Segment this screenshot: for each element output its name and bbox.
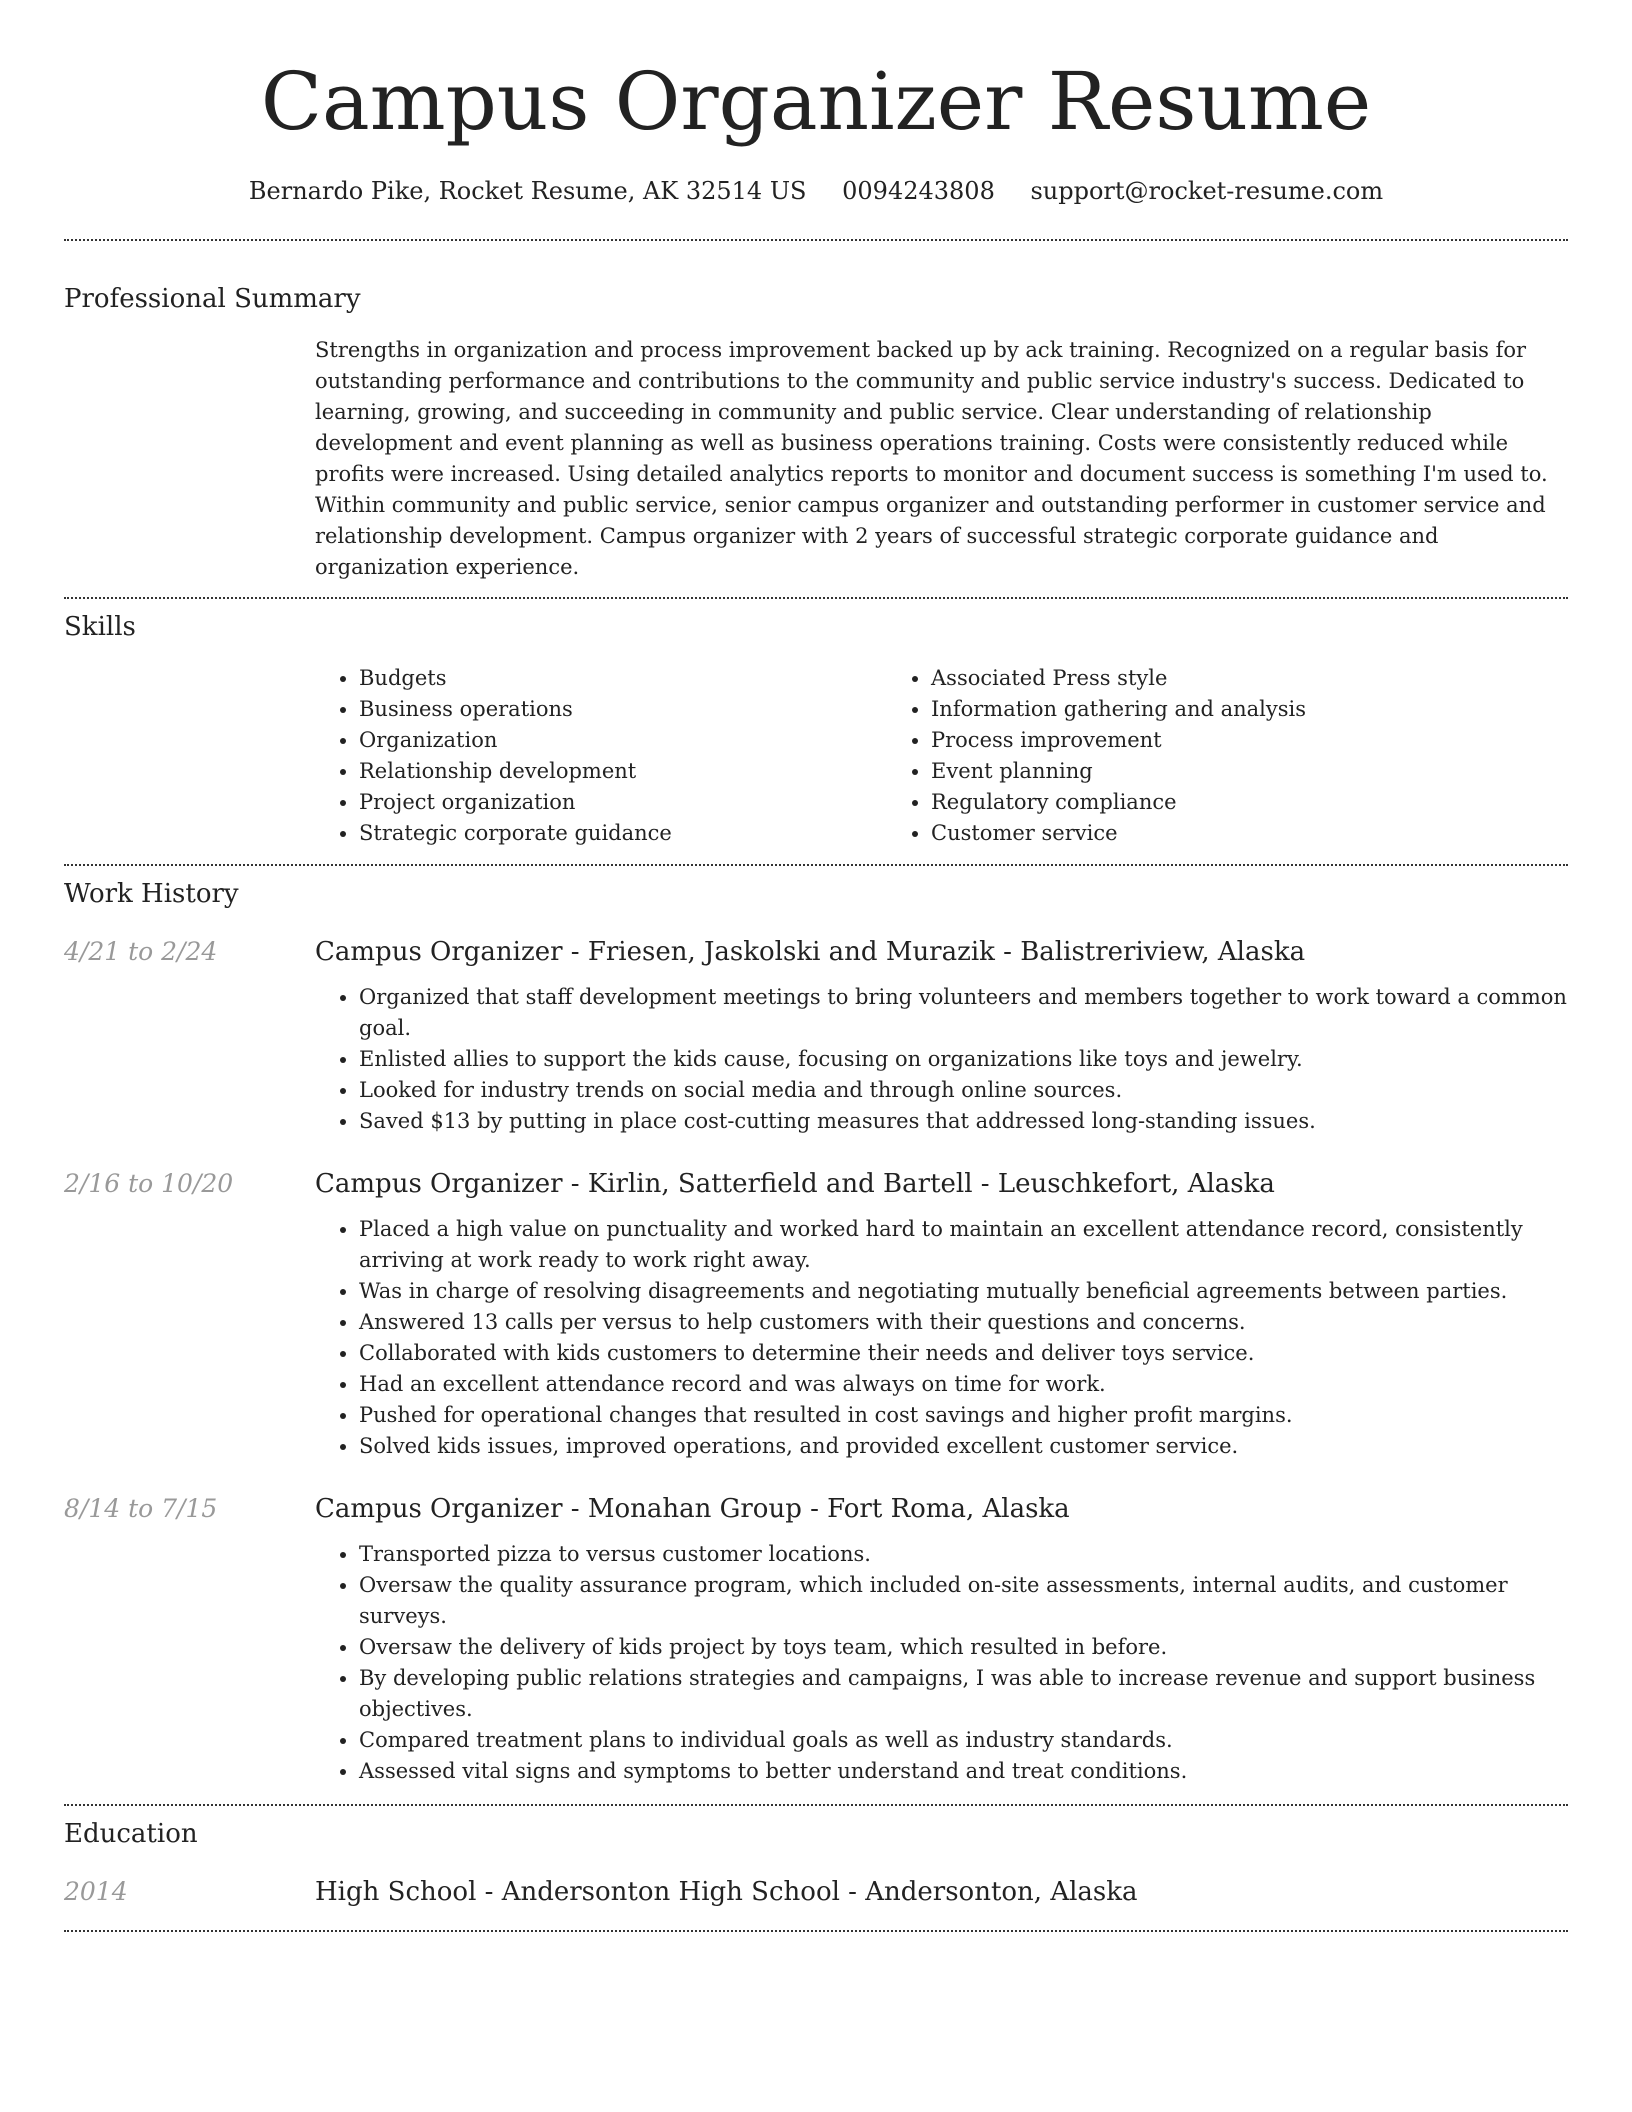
- skills-column-left: [315, 663, 887, 849]
- divider: [64, 1930, 1568, 1932]
- job-bullet: • Saved $13 by putting in place cost-cutting measures that addressed long-standing issues.: [359, 1106, 1568, 1137]
- job-dates: 2/16 to 10/20: [64, 1169, 234, 1198]
- section-heading: Education: [64, 1819, 198, 1849]
- job-dates: 4/21 to 2/24: [64, 937, 218, 966]
- skill-item: • Business operations: [359, 694, 887, 725]
- education-dates: 2014: [64, 1877, 128, 1906]
- job-bullet: • Organized that staff development meetings to bring volunteers and members together to work toward a common goal.: [359, 982, 1568, 1044]
- education-entry: [64, 1874, 1568, 1910]
- job-bullet: • Transported pizza to versus customer locations.: [359, 1539, 1568, 1570]
- job-bullet: • Compared treatment plans to individual goals as well as industry standards.: [359, 1725, 1568, 1756]
- skill-item: • Information gathering and analysis: [931, 694, 1459, 725]
- skills-list: [315, 663, 1568, 849]
- job-title: Campus Organizer - Friesen, Jaskolski and Murazik - Balistreriview, Alaska: [315, 937, 1306, 967]
- skill-item: • Event planning: [931, 756, 1459, 787]
- skill-item: • Strategic corporate guidance: [359, 818, 887, 849]
- job-bullet: • Oversaw the delivery of kids project by toys team, which resulted in before.: [359, 1632, 1568, 1663]
- contact-email: support@rocket-resume.com: [1030, 177, 1384, 205]
- job-entry: [64, 1491, 1568, 1787]
- job-entry: [64, 1166, 1568, 1462]
- divider: [64, 597, 1568, 599]
- job-title: Campus Organizer - Kirlin, Satterfield and Bartell - Leuschkefort, Alaska: [315, 1169, 1275, 1199]
- job-bullet: • Was in charge of resolving disagreements and negotiating mutually beneficial agreements between parties.: [359, 1276, 1568, 1307]
- skill-item: • Project organization: [359, 787, 887, 818]
- job-bullet: • Had an excellent attendance record and was always on time for work.: [359, 1369, 1568, 1400]
- job-bullet: • Placed a high value on punctuality and worked hard to maintain an excellent attendance record, consistently arriving at work ready to work right away.: [359, 1214, 1568, 1276]
- section-professional-summary: [64, 281, 1568, 583]
- job-bullet: • Assessed vital signs and symptoms to better understand and treat conditions.: [359, 1756, 1568, 1787]
- job-bullet: • Looked for industry trends on social media and through online sources.: [359, 1075, 1568, 1106]
- skill-item: • Relationship development: [359, 756, 887, 787]
- contact-address: Bernardo Pike, Rocket Resume, AK 32514 US: [248, 177, 807, 205]
- summary-content: [315, 335, 1568, 583]
- skill-item: • Process improvement: [931, 725, 1459, 756]
- job-bullet: • Enlisted allies to support the kids cause, focusing on organizations like toys and jewelry.: [359, 1044, 1568, 1075]
- section-heading: Skills: [64, 612, 136, 642]
- skill-item: • Organization: [359, 725, 887, 756]
- job-title: Campus Organizer - Monahan Group - Fort Roma, Alaska: [315, 1494, 1070, 1524]
- skill-item: • Regulatory compliance: [931, 787, 1459, 818]
- section-skills: [64, 609, 1568, 849]
- section-heading: Professional Summary: [64, 284, 361, 314]
- divider: [64, 1804, 1568, 1806]
- job-dates: 8/14 to 7/15: [64, 1494, 218, 1523]
- job-bullet: • Answered 13 calls per versus to help customers with their questions and concerns.: [359, 1307, 1568, 1338]
- skill-item: • Customer service: [931, 818, 1459, 849]
- job-bullet: • Solved kids issues, improved operations, and provided excellent customer service.: [359, 1431, 1568, 1462]
- education-title: High School - Andersonton High School - Andersonton, Alaska: [315, 1877, 1138, 1907]
- job-bullet: • Oversaw the quality assurance program, which included on-site assessments, internal audits, and customer surveys.: [359, 1570, 1568, 1632]
- section-heading: Work History: [64, 879, 239, 909]
- summary-text: Strengths in organization and process improvement backed up by ack training. Recognized on a regular basis for outstanding performance and contributions to the community and public service industry's success. Dedicated to learning, growing, and succeeding in community and public service. Clear understanding of relationship development and event planning as well as business operations training. Costs were consistently reduced while profits were increased. Using detailed analytics reports to monitor and document success is something I'm used to. Within community and public service, senior campus organizer and outstanding performer in customer service and relationship development. Campus organizer with 2 years of successful strategic corporate guidance and organization experience.: [315, 338, 1548, 579]
- resume-title: Campus Organizer Resume: [260, 55, 1372, 148]
- job-body: [315, 934, 1568, 1137]
- job-bullet: • By developing public relations strategies and campaigns, I was able to increase revenue and support business objectives.: [359, 1663, 1568, 1725]
- section-work-history: [64, 876, 1568, 1787]
- job-body: [315, 1491, 1568, 1787]
- job-body: [315, 1166, 1568, 1462]
- job-bullets: [315, 1214, 1568, 1462]
- job-bullet: • Collaborated with kids customers to determine their needs and deliver toys service.: [359, 1338, 1568, 1369]
- job-bullets: [315, 982, 1568, 1137]
- skill-item: • Budgets: [359, 663, 887, 694]
- education-body: [315, 1874, 1568, 1910]
- divider: [64, 239, 1568, 241]
- section-education: [64, 1816, 1568, 1910]
- contact-line: [64, 174, 1568, 208]
- skill-item: • Associated Press style: [931, 663, 1459, 694]
- job-bullets: [315, 1539, 1568, 1787]
- job-entry: [64, 934, 1568, 1137]
- divider: [64, 864, 1568, 866]
- job-bullet: • Pushed for operational changes that resulted in cost savings and higher profit margins.: [359, 1400, 1568, 1431]
- contact-phone: 0094243808: [842, 177, 995, 205]
- skills-column-right: [887, 663, 1459, 849]
